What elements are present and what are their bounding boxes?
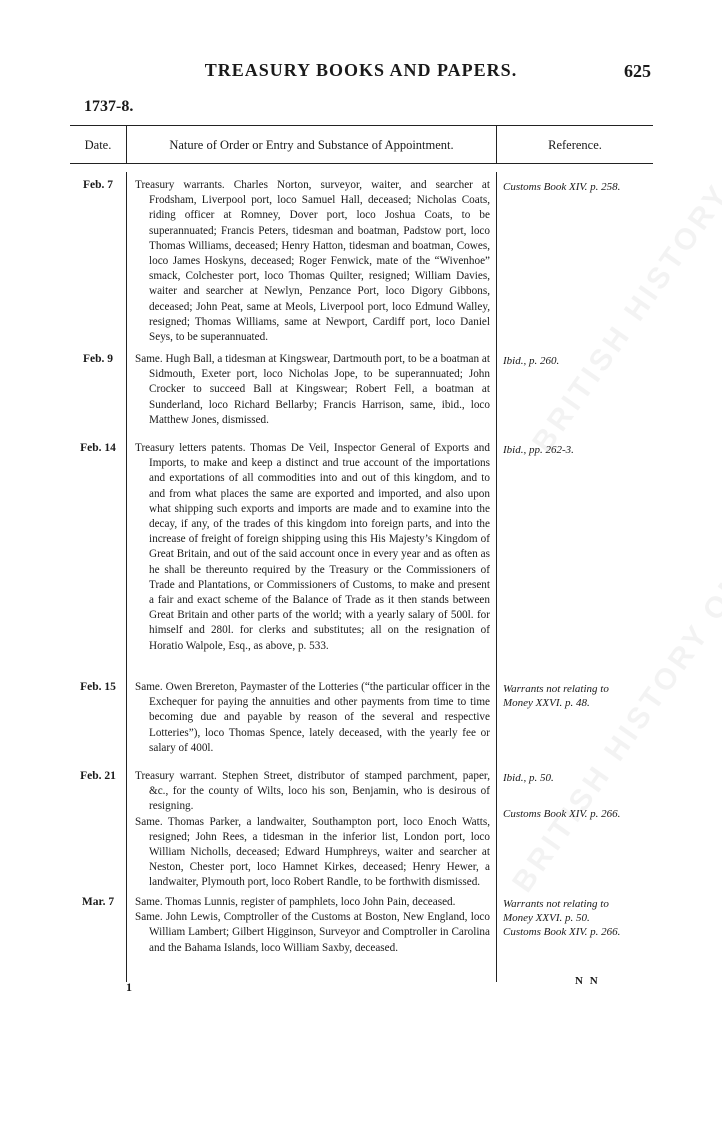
entry-reference (503, 897, 653, 939)
table-top-rule (70, 125, 653, 126)
entry-paragraph: Same. John Lewis, Comptroller of the Customs at Boston, New England, loco William Lambert; Gilbert Higginson, Surveyor and Comptroller in Carolina and the Bahama Islands, loco William Saxby, deceased. (135, 911, 490, 954)
entry-date: Feb. 9 (82, 353, 114, 365)
reference-line: Money XXVI. p. 48. (503, 697, 590, 709)
reference-line: Customs Book XIV. p. 258. (503, 181, 621, 193)
reference-line: Ibid., p. 50. (503, 772, 554, 784)
entry-paragraph: Treasury letters patents. Thomas De Veil, Inspector General of Exports and Imports, to make and keep a distinct and true account of the importations and exportations of all commodities into and out of this kingdom, and to and from what places the same are exported and imported, and also upon what shipping such exports and imports are made and to examine into the decay, if any, of the trades of this kingdom into foreign parts, and into the increase of freight of foreign shipping using this His Majesty’s Kingdom of Great Britain, and out of the said account once in every year and as often as he shall be thereunto required by the Treasury or the Commissioners of Trade and Plantations, or Commissioners of Customs, to make and present a fair and exact scheme of the Balance of Trade as it then stands between Great Britain and other parts of the world; with a yearly salary of 500l. for himself and 280l. for clerks and substitutes; all on the resignation of Horatio Walpole, Esq., as above, p. 533. (135, 442, 490, 652)
entry-date: Feb. 7 (82, 179, 114, 191)
column-header-reference: Reference. (548, 138, 602, 152)
entry-date: Feb. 21 (80, 770, 116, 782)
year-heading: 1737-8. (84, 98, 134, 115)
table-header-rule (70, 163, 653, 164)
reference-line: Customs Book XIV. p. 266. (503, 926, 621, 938)
entry-paragraph: Same. Thomas Parker, a landwaiter, Southampton port, loco Enoch Watts, resigned; John Rees, a tidesman in the inferior list, London port, loco William Nicholls, deceased; Edward Humphreys, waiter and searcher at Neston, Chester port, loco Hamnet Kirkes, deceased; Henry Hewer, a landwaiter, Plymouth port, loco Robert Randle, to be forthwith dismissed. (135, 815, 490, 889)
watermark (526, 55, 722, 459)
column-header-nature: Nature of Order or Entry and Substance of Appointment. (169, 138, 454, 152)
column-divider (126, 172, 127, 982)
reference-line: Customs Book XIV. p. 266. (503, 808, 621, 820)
entry-text (135, 352, 490, 428)
entry-date: Feb. 14 (80, 442, 116, 454)
entry-paragraph: Treasury warrants. Charles Norton, surveyor, waiter, and searcher at Frodsham, Liverpool port, loco Samuel Hall, deceased; Nicholas Coats, riding officer at Romney, Dover port, loco Joshua Coats, to be superannuated; Francis Peters, tidesman and boatman, Padstow port, loco Thomas Williams, deceased; Henry Hatton, tidesman and boatman, Cowes, loco James Hoskyns, deceased; Roger Fenwick, mate of the “Wivenhoe” smack, Colchester port, loco Thomas Quilter, resigned; William Davies, waiter and searcher at Newlyn, Penzance Port, loco Digory Gibbons, deceased; John Peat, same at Meols, Liverpool port, loco Edmund Walley, resigned; Thomas Williams, same at Newport, Cardiff port, loco Daniel Seys, to be superannuated. (135, 179, 490, 344)
footer-mark: 1 (126, 980, 132, 994)
signature-mark: N N (575, 975, 600, 987)
reference-line: Ibid., p. 260. (503, 355, 560, 367)
entry-text (135, 895, 490, 956)
entry-reference (503, 354, 653, 368)
reference-line: Warrants not relating to (503, 683, 609, 695)
entry-reference (503, 771, 653, 821)
entry-paragraph: Treasury warrant. Stephen Street, distributor of stamped parchment, paper, &c., for the county of Wilts, loco his son, Benjamin, who is desirous of resigning. (135, 770, 490, 813)
column-divider (496, 172, 497, 982)
entry-reference (503, 682, 653, 710)
entry-paragraph: Same. Thomas Lunnis, register of pamphlets, loco John Pain, deceased. (135, 896, 456, 908)
entry-text (135, 178, 490, 345)
page-number: 625 (624, 61, 651, 81)
reference-line: Money XXVI. p. 50. (503, 912, 590, 924)
entry-text (135, 441, 490, 654)
running-title: TREASURY BOOKS AND PAPERS. (204, 60, 518, 80)
entry-date: Mar. 7 (81, 896, 115, 908)
column-header-date: Date. (84, 138, 112, 152)
entry-paragraph: Same. Owen Brereton, Paymaster of the Lotteries (“the particular officer in the Exchequer for paying the annuities and other payments from time to time becoming due and payable by reason of the several and respective Lotteries”), loco Thomas Spence, lately deceased, with the yearly fee or salary of 400l. (135, 681, 490, 754)
entry-text (135, 769, 490, 891)
entry-date: Feb. 15 (80, 681, 116, 693)
reference-line: Warrants not relating to (503, 898, 609, 910)
reference-line: Ibid., pp. 262-3. (503, 444, 574, 456)
entry-paragraph: Same. Hugh Ball, a tidesman at Kingswear, Dartmouth port, to be a boatman at Sidmouth, Exeter port, loco Nicholas Jope, to be superannuated; John Crocker to succeed Ball at Kingswear; Robert Fell, a boatman at Sunderland, loco Richard Bellarby; Francis Harrison, same, ibid., loco Matthew Jones, dismissed. (135, 353, 490, 426)
entry-reference (503, 443, 653, 457)
entry-text (135, 680, 490, 756)
entry-reference (503, 180, 653, 194)
